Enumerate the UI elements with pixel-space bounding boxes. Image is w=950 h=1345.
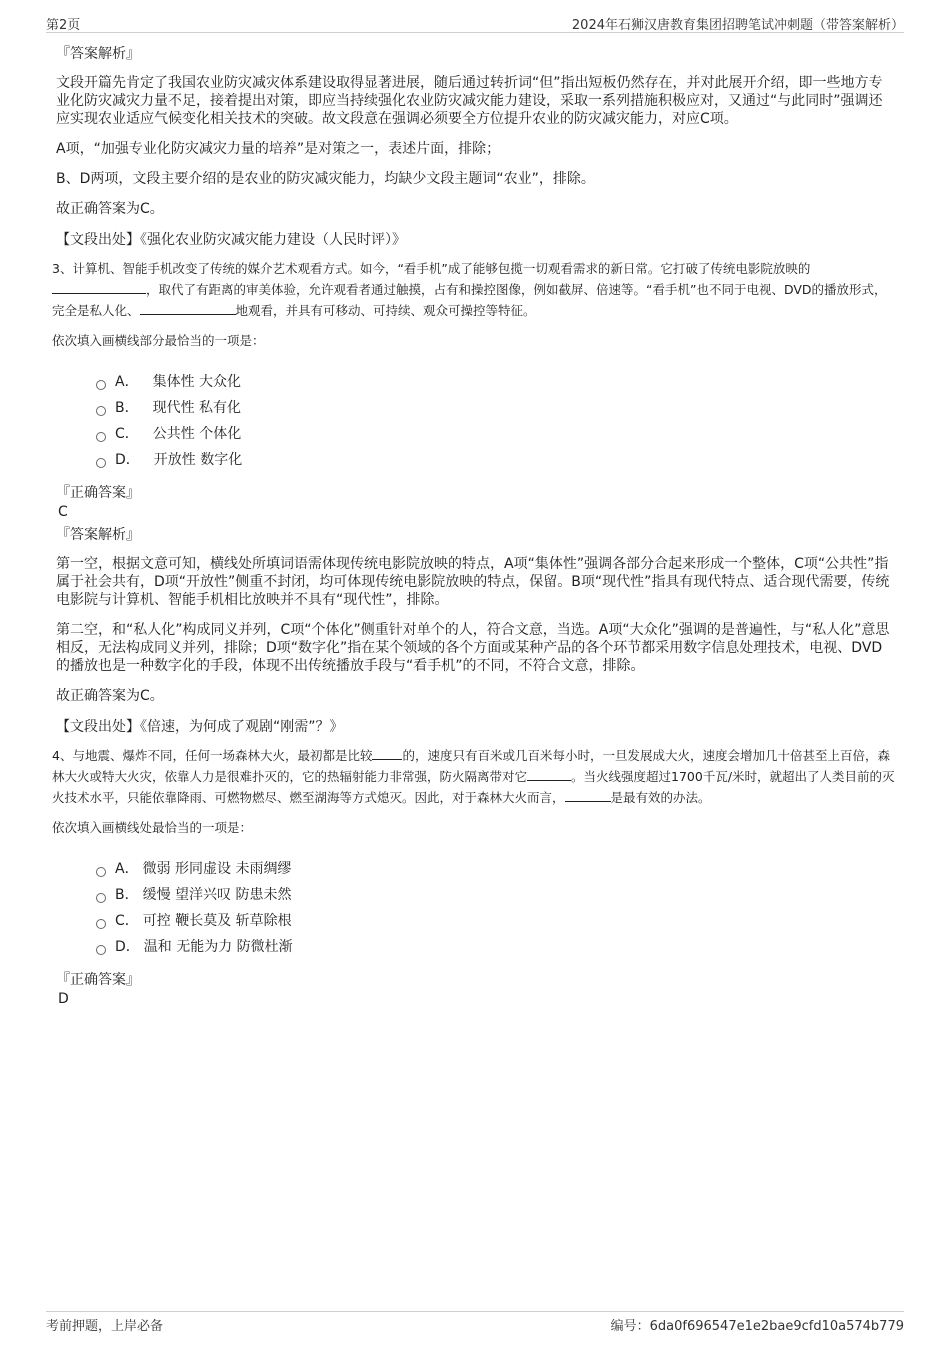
option-letter: D． bbox=[115, 452, 140, 468]
option-text: 开放性 数字化 bbox=[153, 452, 243, 468]
radio-icon[interactable] bbox=[96, 380, 106, 390]
q3-correct-answer: C bbox=[58, 504, 68, 520]
q4-option-a[interactable] bbox=[96, 856, 896, 882]
q4-options bbox=[96, 856, 896, 960]
footer-slogan: 考前押题，上岸必备 bbox=[46, 1319, 164, 1334]
radio-icon[interactable] bbox=[96, 867, 106, 877]
q3-option-c[interactable] bbox=[96, 421, 896, 447]
option-letter: A． bbox=[115, 861, 139, 877]
q3-analysis-p3: 故正确答案为C。 bbox=[56, 688, 164, 704]
q3-analysis-p2: 第二空，和“私人化”构成同义并列，C项“个体化”侧重针对单个的人，符合文意，当选。A项“大众化”强调的是普遍性，与“私人化”意思相反，无法构成同义并列，排除；D项“数字化”指在某个领域的各个方面或某种产品的各个环节都采用数字信息处理技术，电视、DVD的播放也是一种数字化的手段，体现不出传统播放手段与“看手机”的不同，不符合文意，排除。 bbox=[56, 622, 890, 674]
page-content bbox=[52, 44, 896, 1012]
option-text: 温和 无能为力 防微杜渐 bbox=[143, 939, 293, 955]
option-text: 公共性 个体化 bbox=[152, 426, 242, 442]
q3-stem bbox=[52, 258, 896, 321]
q3-stem-part3: 地观看，并具有可移动、可持续、观众可操控等特征。 bbox=[235, 303, 536, 318]
q2-analysis-p2: A项，“加强专业化防灾减灾力量的培养”是对策之一，表述片面，排除； bbox=[56, 141, 501, 157]
q3-correct-tag: 『正确答案』 bbox=[56, 485, 140, 501]
q4-stem bbox=[52, 745, 896, 808]
q4-blank-1 bbox=[372, 747, 402, 760]
q4-stem-part3: 。当火线强度超过1700千瓦/米时，就超出了人类目前的灭火技术水平，只能依靠降雨、可燃物燃尽、燃至湖海等方式熄灭。因此，对于森林大火而言， bbox=[52, 769, 895, 805]
q3-option-d[interactable] bbox=[96, 447, 896, 473]
q4-option-d[interactable] bbox=[96, 934, 896, 960]
q3-analysis-tag: 『答案解析』 bbox=[56, 527, 140, 543]
q3-options bbox=[96, 369, 896, 473]
radio-icon[interactable] bbox=[96, 406, 106, 416]
option-letter: C． bbox=[115, 913, 139, 929]
q3-option-a[interactable] bbox=[96, 369, 896, 395]
q4-stem-part2: 的，速度只有百米或几百米每小时，一旦发展成大火，速度会增加几十倍甚至上百倍，森林大火或特大火灾，依靠人力是很难扑灭的，它的热辐射能力非常强，防火隔离带对它 bbox=[52, 748, 890, 784]
q3-blank-1 bbox=[52, 281, 146, 294]
radio-icon[interactable] bbox=[96, 945, 106, 955]
q4-option-c[interactable] bbox=[96, 908, 896, 934]
radio-icon[interactable] bbox=[96, 432, 106, 442]
q4-blank-2 bbox=[527, 768, 571, 781]
q4-option-b[interactable] bbox=[96, 882, 896, 908]
q3-instruction: 依次填入画横线部分最恰当的一项是： bbox=[52, 333, 265, 348]
q4-stem-part1: 4、与地震、爆炸不同，任何一场森林大火，最初都是比较 bbox=[52, 748, 373, 763]
option-text: 微弱 形同虚设 未雨绸缪 bbox=[142, 861, 292, 877]
q3-option-b[interactable] bbox=[96, 395, 896, 421]
q2-analysis-p4: 故正确答案为C。 bbox=[56, 201, 164, 217]
option-letter: A． bbox=[115, 374, 139, 390]
q4-instruction: 依次填入画横线处最恰当的一项是： bbox=[52, 820, 253, 835]
q2-analysis-p3: B、D两项，文段主要介绍的是农业的防灾减灾能力，均缺少文段主题词“农业”，排除。 bbox=[56, 171, 595, 187]
option-text: 缓慢 望洋兴叹 防患未然 bbox=[142, 887, 292, 903]
q2-analysis-tag: 『答案解析』 bbox=[56, 46, 140, 62]
option-text: 可控 鞭长莫及 斩草除根 bbox=[142, 913, 292, 929]
page-header bbox=[46, 12, 904, 33]
option-letter: D． bbox=[115, 939, 140, 955]
option-letter: C． bbox=[115, 426, 139, 442]
radio-icon[interactable] bbox=[96, 893, 106, 903]
q3-stem-part2: ，取代了有距离的审美体验，允许观看者通过触摸，占有和操控图像，例如截屏、倍速等。“看手机”也不同于电视、DVD的播放形式，完全是私人化、 bbox=[52, 282, 887, 318]
q3-blank-2 bbox=[140, 302, 236, 315]
q3-analysis-p1: 第一空，根据文意可知，横线处所填词语需体现传统电影院放映的特点，A项“集体性”强调各部分合起来形成一个整体，C项“公共性”指属于社会共有，D项“开放性”侧重不封闭，均可体现传统电影院放映的特点，保留。B项“现代性”指具有现代特点、适合现代需要，传统电影院与计算机、智能手机相比放映并不具有“现代性”，排除。 bbox=[56, 556, 890, 608]
option-text: 现代性 私有化 bbox=[152, 400, 242, 416]
q4-correct-answer: D bbox=[58, 991, 69, 1007]
option-letter: B． bbox=[115, 400, 139, 416]
document-id: 编号：6da0f696547e1e2bae9cfd10a574b779 bbox=[610, 1319, 904, 1334]
q2-source: 【文段出处】《强化农业防灾减灾能力建设（人民时评）》 bbox=[56, 232, 406, 248]
radio-icon[interactable] bbox=[96, 919, 106, 929]
q4-blank-3 bbox=[565, 789, 611, 802]
document-title: 2024年石狮汉唐教育集团招聘笔试冲刺题（带答案解析） bbox=[571, 18, 904, 33]
page-footer bbox=[46, 1311, 904, 1334]
radio-icon[interactable] bbox=[96, 458, 106, 468]
page-number: 第2页 bbox=[46, 18, 81, 33]
option-letter: B． bbox=[115, 887, 139, 903]
q4-correct-tag: 『正确答案』 bbox=[56, 972, 140, 988]
q3-stem-part1: 3、计算机、智能手机改变了传统的媒介艺术观看方式。如今，“看手机”成了能够包揽一切观看需求的新日常。它打破了传统电影院放映的 bbox=[52, 261, 811, 276]
q2-analysis-p1: 文段开篇先肯定了我国农业防灾减灾体系建设取得显著进展，随后通过转折词“但”指出短板仍然存在，并对此展开介绍，即一些地方专业化防灾减灾力量不足，接着提出对策，即应当持续强化农业防灾减灾能力建设，采取一系列措施积极应对，又通过“与此同时”强调还应实现农业适应气候变化相关技术的突破。故文段意在强调必须要全方位提升农业的防灾减灾能力，对应C项。 bbox=[56, 75, 883, 127]
q3-source: 【文段出处】《倍速，为何成了观剧“刚需”？》 bbox=[56, 719, 344, 735]
option-text: 集体性 大众化 bbox=[152, 374, 242, 390]
q4-stem-part4: 是最有效的办法。 bbox=[610, 790, 711, 805]
